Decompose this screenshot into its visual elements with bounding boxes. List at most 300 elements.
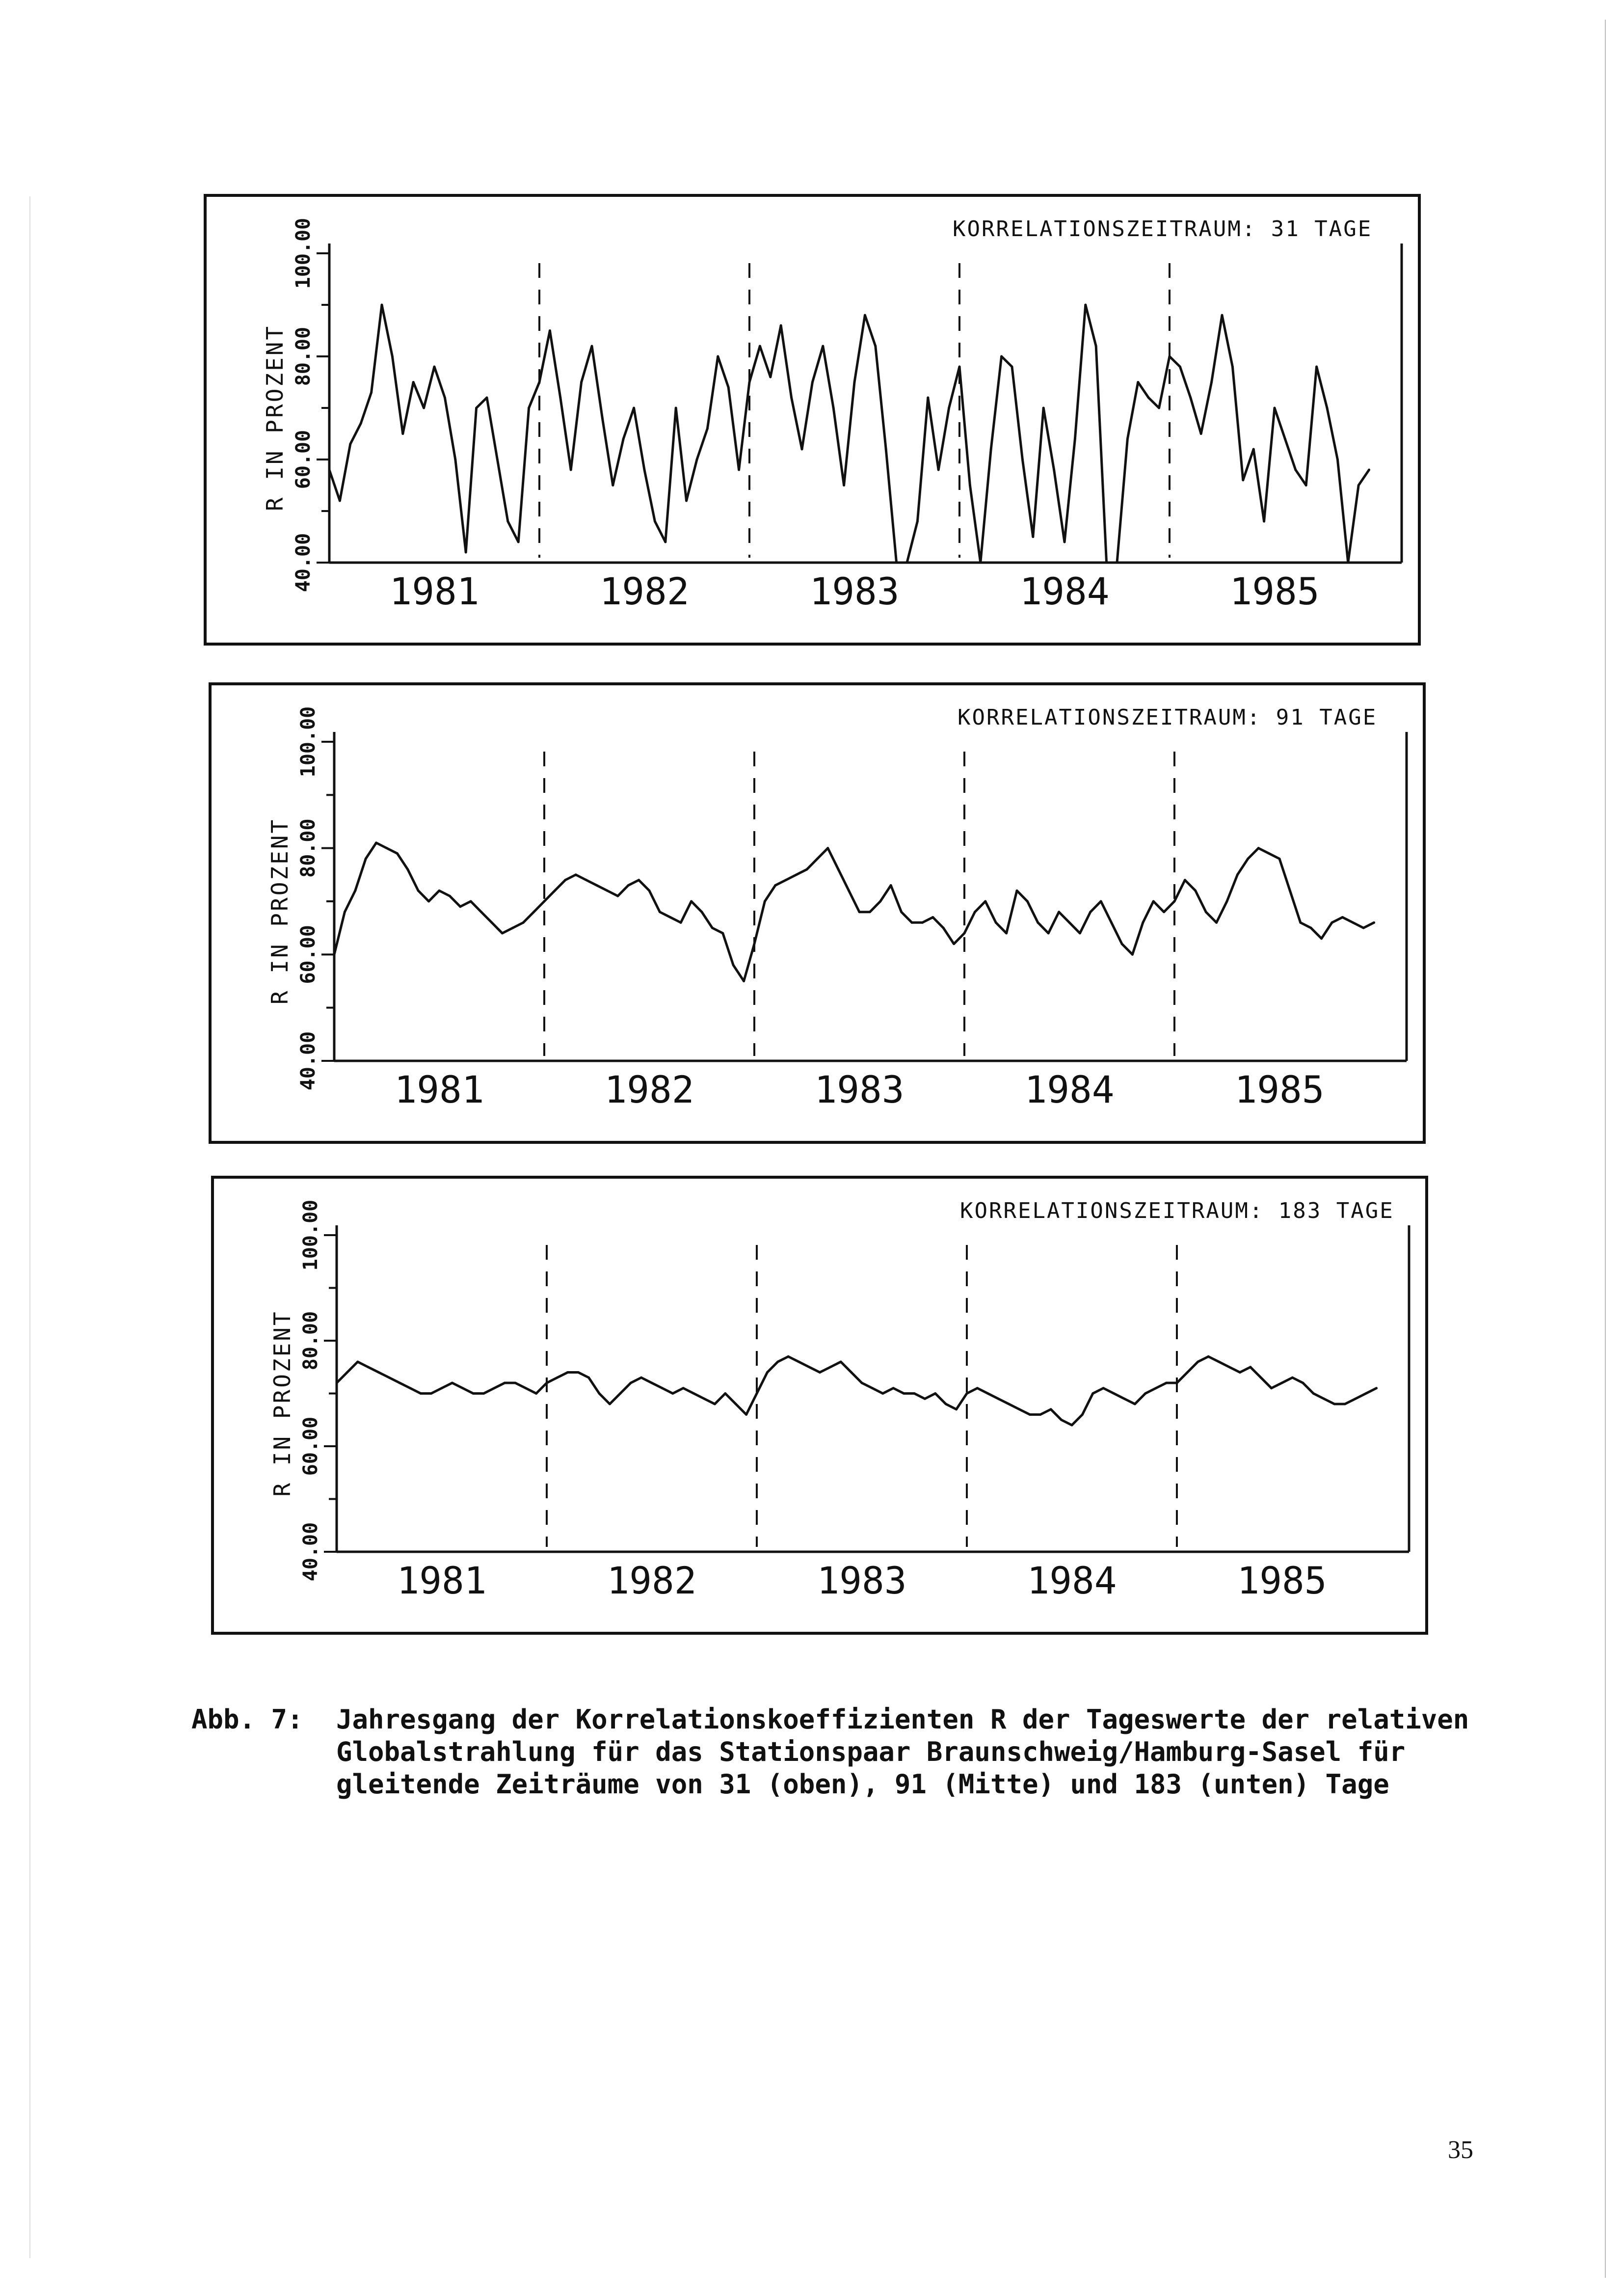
data-point — [354, 890, 356, 892]
data-point — [514, 1382, 516, 1384]
data-point — [377, 1371, 380, 1374]
data-point — [871, 1387, 874, 1389]
data-point — [1323, 1398, 1325, 1400]
data-point — [643, 469, 646, 471]
chart-title: KORRELATIONSZEITRAUM: 31 TAGE — [953, 216, 1373, 242]
data-point — [504, 1382, 506, 1384]
data-point — [785, 879, 787, 881]
data-point — [963, 932, 966, 935]
data-point — [990, 448, 992, 451]
data-point — [1336, 459, 1339, 461]
data-point — [638, 879, 640, 881]
data-point — [948, 407, 950, 409]
data-point — [525, 1387, 527, 1389]
data-point — [1289, 890, 1291, 892]
x-tick-label: 1983 — [809, 569, 900, 613]
data-point — [546, 1382, 548, 1384]
data-point — [1037, 921, 1039, 924]
data-point — [412, 381, 415, 383]
caption-label: Abb. 7: — [191, 1704, 303, 1735]
data-point — [921, 921, 924, 924]
data-point — [892, 1387, 895, 1389]
data-point — [1005, 932, 1008, 935]
data-point — [801, 448, 803, 451]
data-point — [984, 900, 986, 903]
data-point — [633, 407, 635, 409]
data-point — [409, 1387, 411, 1389]
data-point — [1144, 1392, 1146, 1395]
data-point — [664, 541, 666, 543]
data-point — [1249, 1366, 1251, 1368]
data-point — [769, 376, 772, 378]
data-point — [1126, 438, 1129, 440]
data-point — [1053, 469, 1055, 471]
data-point — [1341, 916, 1344, 918]
scan-edge-left — [29, 196, 30, 2258]
data-point — [822, 345, 824, 348]
data-point — [1315, 366, 1318, 368]
data-point — [669, 916, 671, 918]
data-point — [776, 1361, 779, 1363]
data-point — [517, 541, 520, 543]
data-point — [1068, 921, 1071, 924]
data-point — [997, 1398, 1000, 1400]
data-point — [1189, 397, 1192, 399]
series-line — [337, 1356, 1377, 1425]
data-point — [1029, 1413, 1031, 1416]
data-point — [903, 1392, 905, 1395]
data-point — [461, 1387, 464, 1389]
data-point — [654, 520, 656, 523]
data-point — [1008, 1403, 1010, 1405]
chart-svg-183-tage — [214, 1179, 1431, 1638]
data-point — [864, 314, 866, 317]
data-point — [598, 1392, 601, 1395]
data-point — [879, 900, 881, 903]
data-point — [360, 422, 362, 425]
data-point — [1207, 1355, 1210, 1358]
data-point — [790, 397, 793, 399]
data-point — [808, 1366, 811, 1368]
data-point — [591, 345, 593, 348]
data-point — [974, 911, 976, 913]
data-point — [696, 459, 698, 461]
data-point — [423, 407, 425, 409]
data-point — [1155, 1387, 1157, 1389]
y-tick-label: 80.00 — [297, 818, 319, 878]
data-point — [386, 847, 388, 849]
chart-panel-91-tage — [209, 682, 1426, 1144]
y-axis-label: R IN PROZENT — [262, 324, 288, 512]
data-point — [858, 911, 861, 913]
data-point — [606, 890, 609, 892]
data-point — [1247, 858, 1249, 860]
data-point — [1357, 484, 1360, 486]
chart-title: KORRELATIONSZEITRAUM: 91 TAGE — [958, 705, 1378, 730]
y-tick-label: 60.00 — [292, 430, 315, 489]
data-point — [906, 562, 908, 564]
data-point — [381, 304, 383, 306]
x-tick-label: 1985 — [1237, 1559, 1327, 1602]
data-point — [1131, 953, 1134, 956]
data-point — [1016, 890, 1018, 892]
data-point — [612, 484, 614, 486]
data-point — [1274, 407, 1276, 409]
x-tick-label: 1984 — [1024, 1068, 1115, 1111]
data-point — [937, 469, 940, 471]
data-point — [454, 459, 456, 461]
data-point — [1268, 852, 1270, 855]
data-point — [753, 943, 756, 945]
data-point — [1021, 459, 1024, 461]
data-point — [1305, 484, 1307, 486]
data-point — [580, 381, 583, 383]
data-point — [717, 355, 719, 358]
data-point — [570, 469, 572, 471]
data-point — [1179, 366, 1181, 368]
data-point — [798, 1361, 800, 1363]
data-point — [711, 927, 714, 929]
data-point — [1084, 304, 1087, 306]
data-point — [438, 890, 441, 892]
data-point — [648, 890, 651, 892]
data-point — [659, 911, 661, 913]
data-point — [832, 407, 835, 409]
data-point — [1169, 355, 1171, 358]
data-point — [756, 1392, 758, 1395]
data-point — [764, 900, 766, 903]
data-point — [430, 1392, 432, 1395]
data-point — [356, 1361, 359, 1363]
data-point — [934, 1392, 936, 1395]
data-point — [1278, 858, 1281, 860]
x-tick-label: 1981 — [394, 1068, 484, 1111]
data-point — [472, 1392, 475, 1395]
data-point — [1079, 932, 1081, 935]
data-point — [427, 900, 430, 903]
x-tick-label: 1985 — [1229, 569, 1320, 613]
data-point — [506, 520, 509, 523]
data-point — [651, 1382, 653, 1384]
data-point — [766, 1371, 769, 1374]
data-point — [470, 900, 472, 903]
data-point — [945, 1403, 947, 1405]
data-point — [585, 879, 587, 881]
data-point — [721, 932, 724, 935]
data-point — [745, 1413, 747, 1416]
data-point — [1011, 366, 1013, 368]
data-point — [370, 391, 372, 394]
data-point — [979, 562, 982, 564]
data-point — [685, 500, 688, 502]
data-point — [1263, 520, 1265, 523]
data-point — [486, 397, 488, 399]
x-tick-label: 1981 — [389, 569, 479, 613]
data-point — [969, 484, 971, 486]
y-tick-label: 80.00 — [299, 1311, 322, 1371]
data-point — [441, 1387, 443, 1389]
data-point — [869, 911, 871, 913]
data-point — [367, 1366, 370, 1368]
data-point — [1032, 536, 1034, 538]
data-point — [480, 911, 482, 913]
data-point — [538, 381, 541, 383]
data-point — [1165, 1382, 1168, 1384]
chart-title: KORRELATIONSZEITRAUM: 183 TAGE — [960, 1198, 1394, 1223]
data-point — [609, 1403, 611, 1405]
data-point — [1215, 921, 1218, 924]
data-point — [1105, 562, 1108, 564]
x-tick-label: 1983 — [814, 1068, 905, 1111]
data-point — [1091, 1392, 1094, 1395]
data-point — [493, 1387, 496, 1389]
page-number: 35 — [1448, 2136, 1473, 2164]
caption-text: Jahresgang der Korrelationskoeffizienten R der Tageswerte der relativen Globalstrahlung für das Stationspaar Braunschweig/Hamburg-Sasel für gleitende Zeiträume von 31 (oben), 91 (Mitte) und 183 (unten) Tage — [336, 1704, 1469, 1800]
data-point — [1121, 943, 1123, 945]
data-point — [1284, 438, 1286, 440]
data-point — [881, 1392, 884, 1395]
data-point — [1026, 900, 1029, 903]
data-point — [913, 1392, 916, 1395]
data-point — [1047, 932, 1050, 935]
data-point — [837, 868, 840, 871]
series-line — [329, 305, 1369, 563]
data-point — [1333, 1403, 1336, 1405]
data-point — [1074, 438, 1076, 440]
data-point — [953, 943, 955, 945]
data-point — [843, 484, 845, 486]
data-point — [577, 1371, 580, 1374]
data-point — [748, 381, 751, 383]
data-point — [406, 868, 409, 871]
data-point — [1081, 1413, 1084, 1416]
data-point — [630, 1382, 632, 1384]
data-point — [1102, 1387, 1105, 1389]
data-point — [811, 381, 814, 383]
data-point — [375, 841, 377, 844]
data-point — [396, 852, 399, 855]
y-tick-label: 60.00 — [299, 1416, 322, 1476]
data-point — [339, 500, 341, 502]
data-point — [966, 1392, 968, 1395]
data-point — [1239, 1371, 1241, 1374]
data-point — [554, 890, 556, 892]
data-point — [861, 1382, 863, 1384]
data-point — [942, 927, 945, 929]
data-point — [1042, 407, 1045, 409]
data-point — [640, 1377, 642, 1379]
data-point — [759, 345, 761, 348]
data-point — [806, 868, 808, 871]
data-point — [701, 911, 703, 913]
x-tick-label: 1984 — [1027, 1559, 1117, 1602]
y-axis-label: R IN PROZENT — [266, 817, 293, 1005]
x-tick-label: 1984 — [1019, 569, 1110, 613]
data-point — [1294, 469, 1297, 471]
data-point — [958, 366, 961, 368]
x-tick-label: 1985 — [1234, 1068, 1325, 1111]
data-point — [1152, 900, 1155, 903]
data-point — [543, 900, 546, 903]
data-point — [900, 911, 903, 913]
data-point — [853, 381, 856, 383]
data-point — [1344, 1403, 1346, 1405]
data-point — [349, 443, 351, 445]
data-point — [774, 884, 776, 887]
data-point — [1050, 1408, 1052, 1410]
data-point — [890, 884, 892, 887]
data-point — [1186, 1371, 1189, 1374]
data-point — [690, 900, 692, 903]
data-point — [1095, 345, 1097, 348]
data-point — [1352, 921, 1354, 924]
data-point — [927, 397, 929, 399]
data-point — [1147, 397, 1150, 399]
data-point — [511, 927, 514, 929]
data-point — [735, 1403, 737, 1405]
data-point — [1331, 921, 1333, 924]
data-point — [885, 448, 887, 451]
data-point — [738, 469, 740, 471]
data-point — [528, 407, 530, 409]
data-point — [522, 921, 525, 924]
data-point — [1100, 900, 1102, 903]
data-point — [1242, 479, 1244, 482]
data-point — [706, 428, 709, 430]
data-point — [727, 386, 730, 389]
data-point — [1236, 873, 1239, 876]
data-point — [995, 921, 997, 924]
data-point — [1302, 1382, 1304, 1384]
data-point — [1058, 911, 1060, 913]
data-point — [1347, 562, 1349, 564]
data-point — [1200, 432, 1202, 435]
data-point — [850, 1371, 852, 1374]
data-point — [1000, 355, 1003, 358]
data-point — [616, 895, 619, 897]
data-point — [1071, 1424, 1073, 1427]
chart-svg-31-tage — [207, 197, 1424, 648]
data-point — [976, 1387, 979, 1389]
data-point — [1158, 407, 1160, 409]
x-tick-label: 1982 — [604, 1068, 694, 1111]
data-point — [816, 858, 819, 860]
x-tick-label: 1981 — [397, 1559, 487, 1602]
data-point — [1142, 921, 1144, 924]
data-point — [1270, 1387, 1273, 1389]
y-tick-label: 80.00 — [292, 326, 315, 386]
data-point — [1260, 1377, 1262, 1379]
data-point — [724, 1392, 726, 1395]
data-point — [496, 459, 499, 461]
data-point — [1039, 1413, 1041, 1416]
data-point — [986, 1392, 989, 1395]
data-point — [566, 1371, 569, 1374]
data-point — [388, 1377, 391, 1379]
data-point — [399, 1382, 401, 1384]
y-tick-label: 40.00 — [297, 1031, 319, 1091]
y-tick-label: 100.00 — [292, 217, 315, 289]
data-point — [1089, 911, 1091, 913]
data-point — [1312, 1392, 1315, 1395]
data-point — [1375, 1387, 1378, 1389]
data-point — [1137, 381, 1139, 383]
data-point — [328, 469, 331, 471]
data-point — [1197, 1361, 1199, 1363]
data-point — [1310, 927, 1312, 929]
data-point — [1228, 1366, 1231, 1368]
data-point — [1231, 366, 1234, 368]
data-point — [680, 921, 682, 924]
data-point — [501, 932, 504, 935]
data-point — [1365, 1392, 1367, 1395]
data-point — [819, 1371, 821, 1374]
data-point — [1064, 541, 1066, 543]
series-line — [334, 843, 1374, 981]
chart-panel-31-tage — [204, 194, 1421, 646]
data-point — [627, 884, 630, 887]
data-point — [1226, 900, 1228, 903]
data-point — [346, 1371, 348, 1374]
data-point — [344, 911, 346, 913]
data-point — [743, 980, 745, 982]
data-point — [1018, 1408, 1021, 1410]
data-point — [840, 1361, 842, 1363]
data-point — [451, 1382, 453, 1384]
data-point — [459, 905, 461, 908]
data-point — [1362, 927, 1365, 929]
x-tick-label: 1982 — [599, 569, 690, 613]
data-point — [795, 873, 798, 876]
data-point — [475, 407, 478, 409]
data-point — [444, 397, 446, 399]
data-point — [732, 964, 735, 967]
data-point — [619, 1392, 621, 1395]
data-point — [911, 921, 913, 924]
y-tick-label: 100.00 — [299, 1199, 322, 1271]
data-point — [1134, 1403, 1136, 1405]
data-point — [622, 438, 625, 440]
data-point — [829, 1366, 831, 1368]
data-point — [1123, 1398, 1126, 1400]
data-point — [1110, 921, 1113, 924]
data-point — [1210, 381, 1213, 383]
data-point — [401, 432, 404, 435]
data-point — [556, 1377, 559, 1379]
data-point — [365, 858, 367, 860]
data-point — [587, 1377, 590, 1379]
data-point — [1354, 1398, 1357, 1400]
data-point — [682, 1387, 685, 1389]
data-point — [391, 355, 394, 358]
data-point — [1326, 407, 1329, 409]
data-point — [1113, 1392, 1115, 1395]
data-point — [826, 847, 829, 849]
y-tick-label: 60.00 — [297, 925, 319, 984]
data-point — [333, 953, 336, 956]
data-point — [1205, 911, 1207, 913]
data-point — [449, 895, 451, 897]
data-point — [1184, 879, 1186, 881]
data-point — [848, 890, 850, 892]
data-point — [417, 890, 420, 892]
data-point — [661, 1387, 664, 1389]
data-point — [420, 1392, 422, 1395]
data-point — [787, 1355, 790, 1358]
data-point — [532, 911, 535, 913]
data-point — [1194, 890, 1197, 892]
data-point — [955, 1408, 958, 1410]
